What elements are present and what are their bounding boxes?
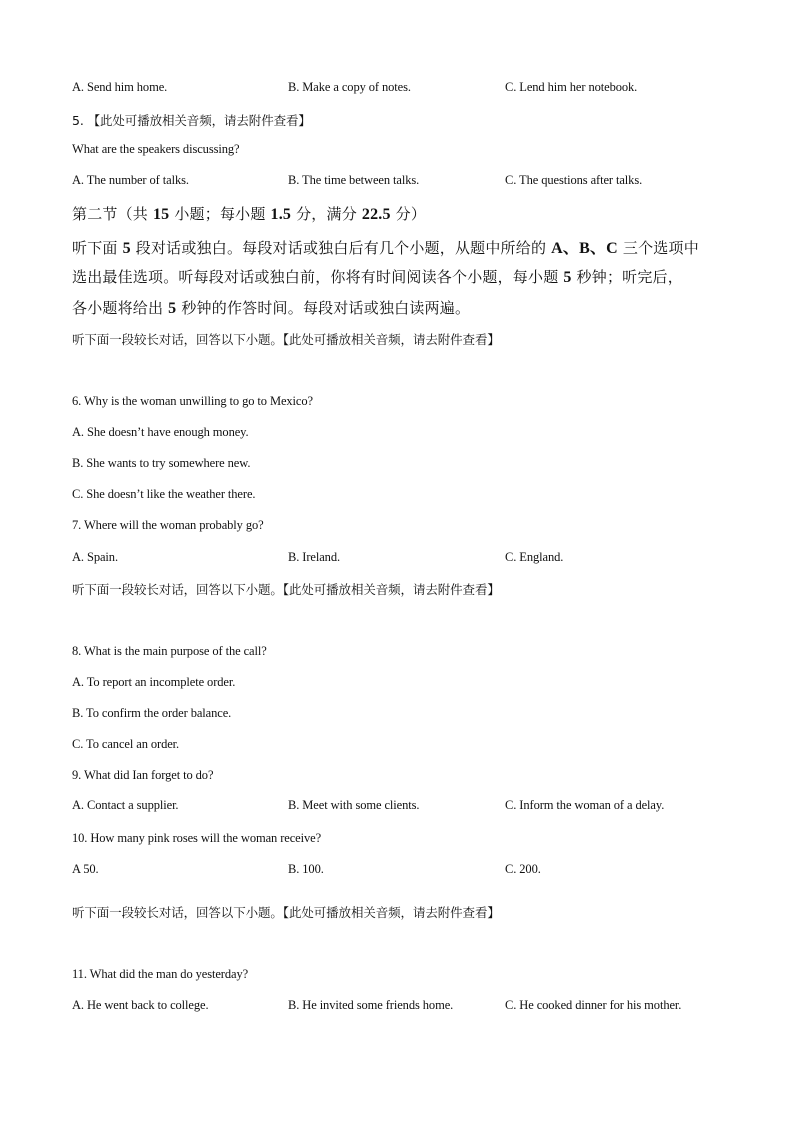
- q9-option-b[interactable]: B. Meet with some clients.: [288, 798, 420, 812]
- instr1-c: 段对话或独白。每段对话或独白后有几个小题，从题中所给的: [130, 239, 552, 257]
- dialog-note-1[interactable]: 听下面一段较长对话，回答以下小题。【此处可播放相关音频，请去附件查看】: [72, 332, 500, 347]
- q8-option-c[interactable]: C. To cancel an order.: [72, 737, 180, 751]
- instr1-d: A、B、C: [551, 240, 618, 257]
- instr3-a: 各小题将给出: [72, 299, 169, 317]
- q4-option-b[interactable]: B. Make a copy of notes.: [288, 80, 411, 94]
- q7-option-a[interactable]: A. Spain.: [72, 550, 118, 564]
- q11-option-a[interactable]: A. He went back to college.: [72, 998, 209, 1012]
- q6-option-b[interactable]: B. She wants to try somewhere new.: [72, 456, 251, 470]
- q5-option-b[interactable]: B. The time between talks.: [288, 173, 420, 187]
- q11-option-b[interactable]: B. He invited some friends home.: [288, 998, 454, 1012]
- instr1-a: 听下面: [72, 239, 123, 257]
- q9-option-a[interactable]: A. Contact a supplier.: [72, 798, 179, 812]
- instr3-b: 5: [168, 300, 177, 317]
- section2-instructions-line2: [72, 266, 683, 287]
- q5-option-c[interactable]: C. The questions after talks.: [505, 173, 643, 187]
- q5-audio-header[interactable]: 5. 【此处可播放相关音频，请去附件查看】: [72, 113, 311, 128]
- section2-points-each: 1.5: [270, 206, 292, 223]
- q4-option-a[interactable]: A. Send him home.: [72, 80, 168, 94]
- q4-option-c[interactable]: C. Lend him her notebook.: [505, 80, 638, 94]
- section2-title-mid2: 分，满分: [291, 205, 362, 223]
- q6-option-a[interactable]: A. She doesn’t have enough money.: [72, 425, 249, 439]
- q10-question: 10. How many pink roses will the woman receive?: [72, 831, 322, 845]
- q5-option-a[interactable]: A. The number of talks.: [72, 173, 189, 187]
- q10-option-c[interactable]: C. 200.: [505, 862, 541, 876]
- section2-title-mid1: 小题；每小题: [169, 205, 271, 223]
- q5-question: What are the speakers discussing?: [72, 142, 240, 156]
- q9-option-c[interactable]: C. Inform the woman of a delay.: [505, 798, 665, 812]
- q7-option-b[interactable]: B. Ireland.: [288, 550, 341, 564]
- q7-question: 7. Where will the woman probably go?: [72, 518, 264, 532]
- q7-option-c[interactable]: C. England.: [505, 550, 564, 564]
- instr2-b: 5: [563, 269, 572, 286]
- section2-points-total: 22.5: [361, 206, 391, 223]
- q9-question: 9. What did Ian forget to do?: [72, 768, 214, 782]
- dialog-note-2[interactable]: 听下面一段较长对话，回答以下小题。【此处可播放相关音频，请去附件查看】: [72, 582, 500, 597]
- q11-option-c[interactable]: C. He cooked dinner for his mother.: [505, 998, 682, 1012]
- instr2-c: 秒钟；听完后，: [571, 268, 683, 286]
- q6-question: 6. Why is the woman unwilling to go to Mexico?: [72, 394, 313, 408]
- section2-title: [72, 203, 426, 224]
- section2-instructions-line3: [72, 297, 470, 318]
- section2-title-suffix: 分）: [390, 205, 427, 223]
- q6-option-c[interactable]: C. She doesn’t like the weather there.: [72, 487, 256, 501]
- section2-instructions-line1: [72, 235, 699, 258]
- q8-question: 8. What is the main purpose of the call?: [72, 644, 267, 658]
- q10-option-b[interactable]: B. 100.: [288, 862, 324, 876]
- q10-option-a[interactable]: A 50.: [72, 862, 99, 876]
- dialog-note-3[interactable]: 听下面一段较长对话，回答以下小题。【此处可播放相关音频，请去附件查看】: [72, 905, 500, 920]
- q8-option-a[interactable]: A. To report an incomplete order.: [72, 675, 236, 689]
- section2-question-count: 15: [152, 206, 170, 223]
- instr1-e: 三个选项中: [617, 239, 699, 257]
- q8-option-b[interactable]: B. To confirm the order balance.: [72, 706, 232, 720]
- section2-title-prefix: 第二节（共: [72, 205, 153, 223]
- instr2-a: 选出最佳选项。听每段对话或独白前，你将有时间阅读各个小题，每小题: [72, 268, 564, 286]
- instr3-c: 秒钟的作答时间。每段对话或独白读两遍。: [176, 299, 471, 317]
- instr1-b: 5: [122, 240, 131, 257]
- q11-question: 11. What did the man do yesterday?: [72, 967, 249, 981]
